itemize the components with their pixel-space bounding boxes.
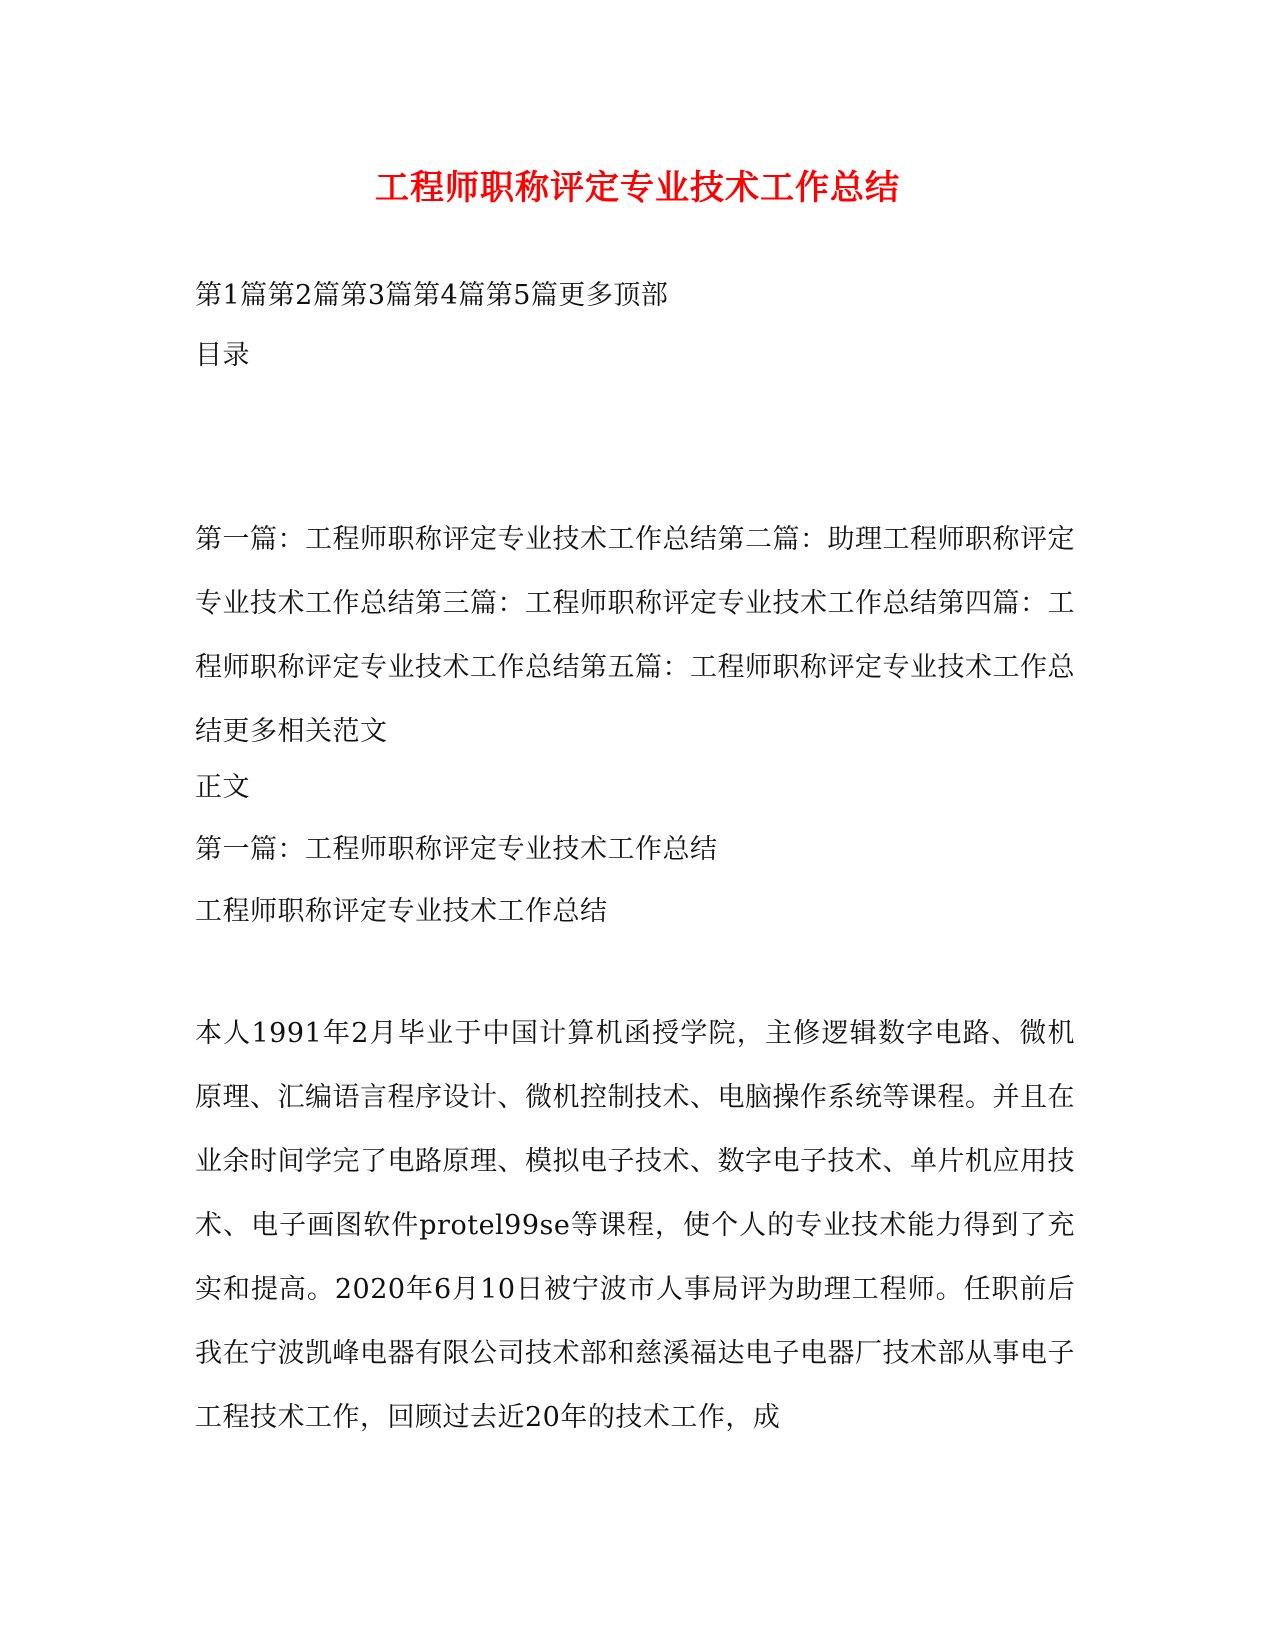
body-paragraph: 本人1991年2月毕业于中国计算机函授学院，主修逻辑数字电路、微机原理、汇编语言程序设计、微机控制技术、电脑操作系统等课程。并且在业余时间学完了电路原理、模拟电子技术、数字电子技术、单片机应用技术、电子画图软件protel99se等课程，使个人的专业技术能力得到了充实和提高。2020年6月10日被宁波市人事局评为助理工程师。任职前后我在宁波凯峰电器有限公司技术部和慈溪福达电子电器厂技术部从事电子工程技术工作，回顾过去近20年的技术工作，成 <box>195 1018 1075 1433</box>
chapter-heading: 第一篇：工程师职称评定专业技术工作总结 <box>195 834 718 865</box>
toc-paragraph: 第一篇：工程师职称评定专业技术工作总结第二篇：助理工程师职称评定专业技术工作总结第三篇：工程师职称评定专业技术工作总结第四篇：工程师职称评定专业技术工作总结第五篇：工程师职称评定专业技术工作总结更多相关范文 <box>195 524 1075 747</box>
body-heading: 正文 <box>195 772 250 803</box>
chapter-subtitle: 工程师职称评定专业技术工作总结 <box>195 896 608 927</box>
section-nav-links: 第1篇第2篇第3篇第4篇第5篇更多顶部 <box>195 280 669 311</box>
toc-heading: 目录 <box>195 340 250 371</box>
document-title: 工程师职称评定专业技术工作总结 <box>375 168 900 208</box>
